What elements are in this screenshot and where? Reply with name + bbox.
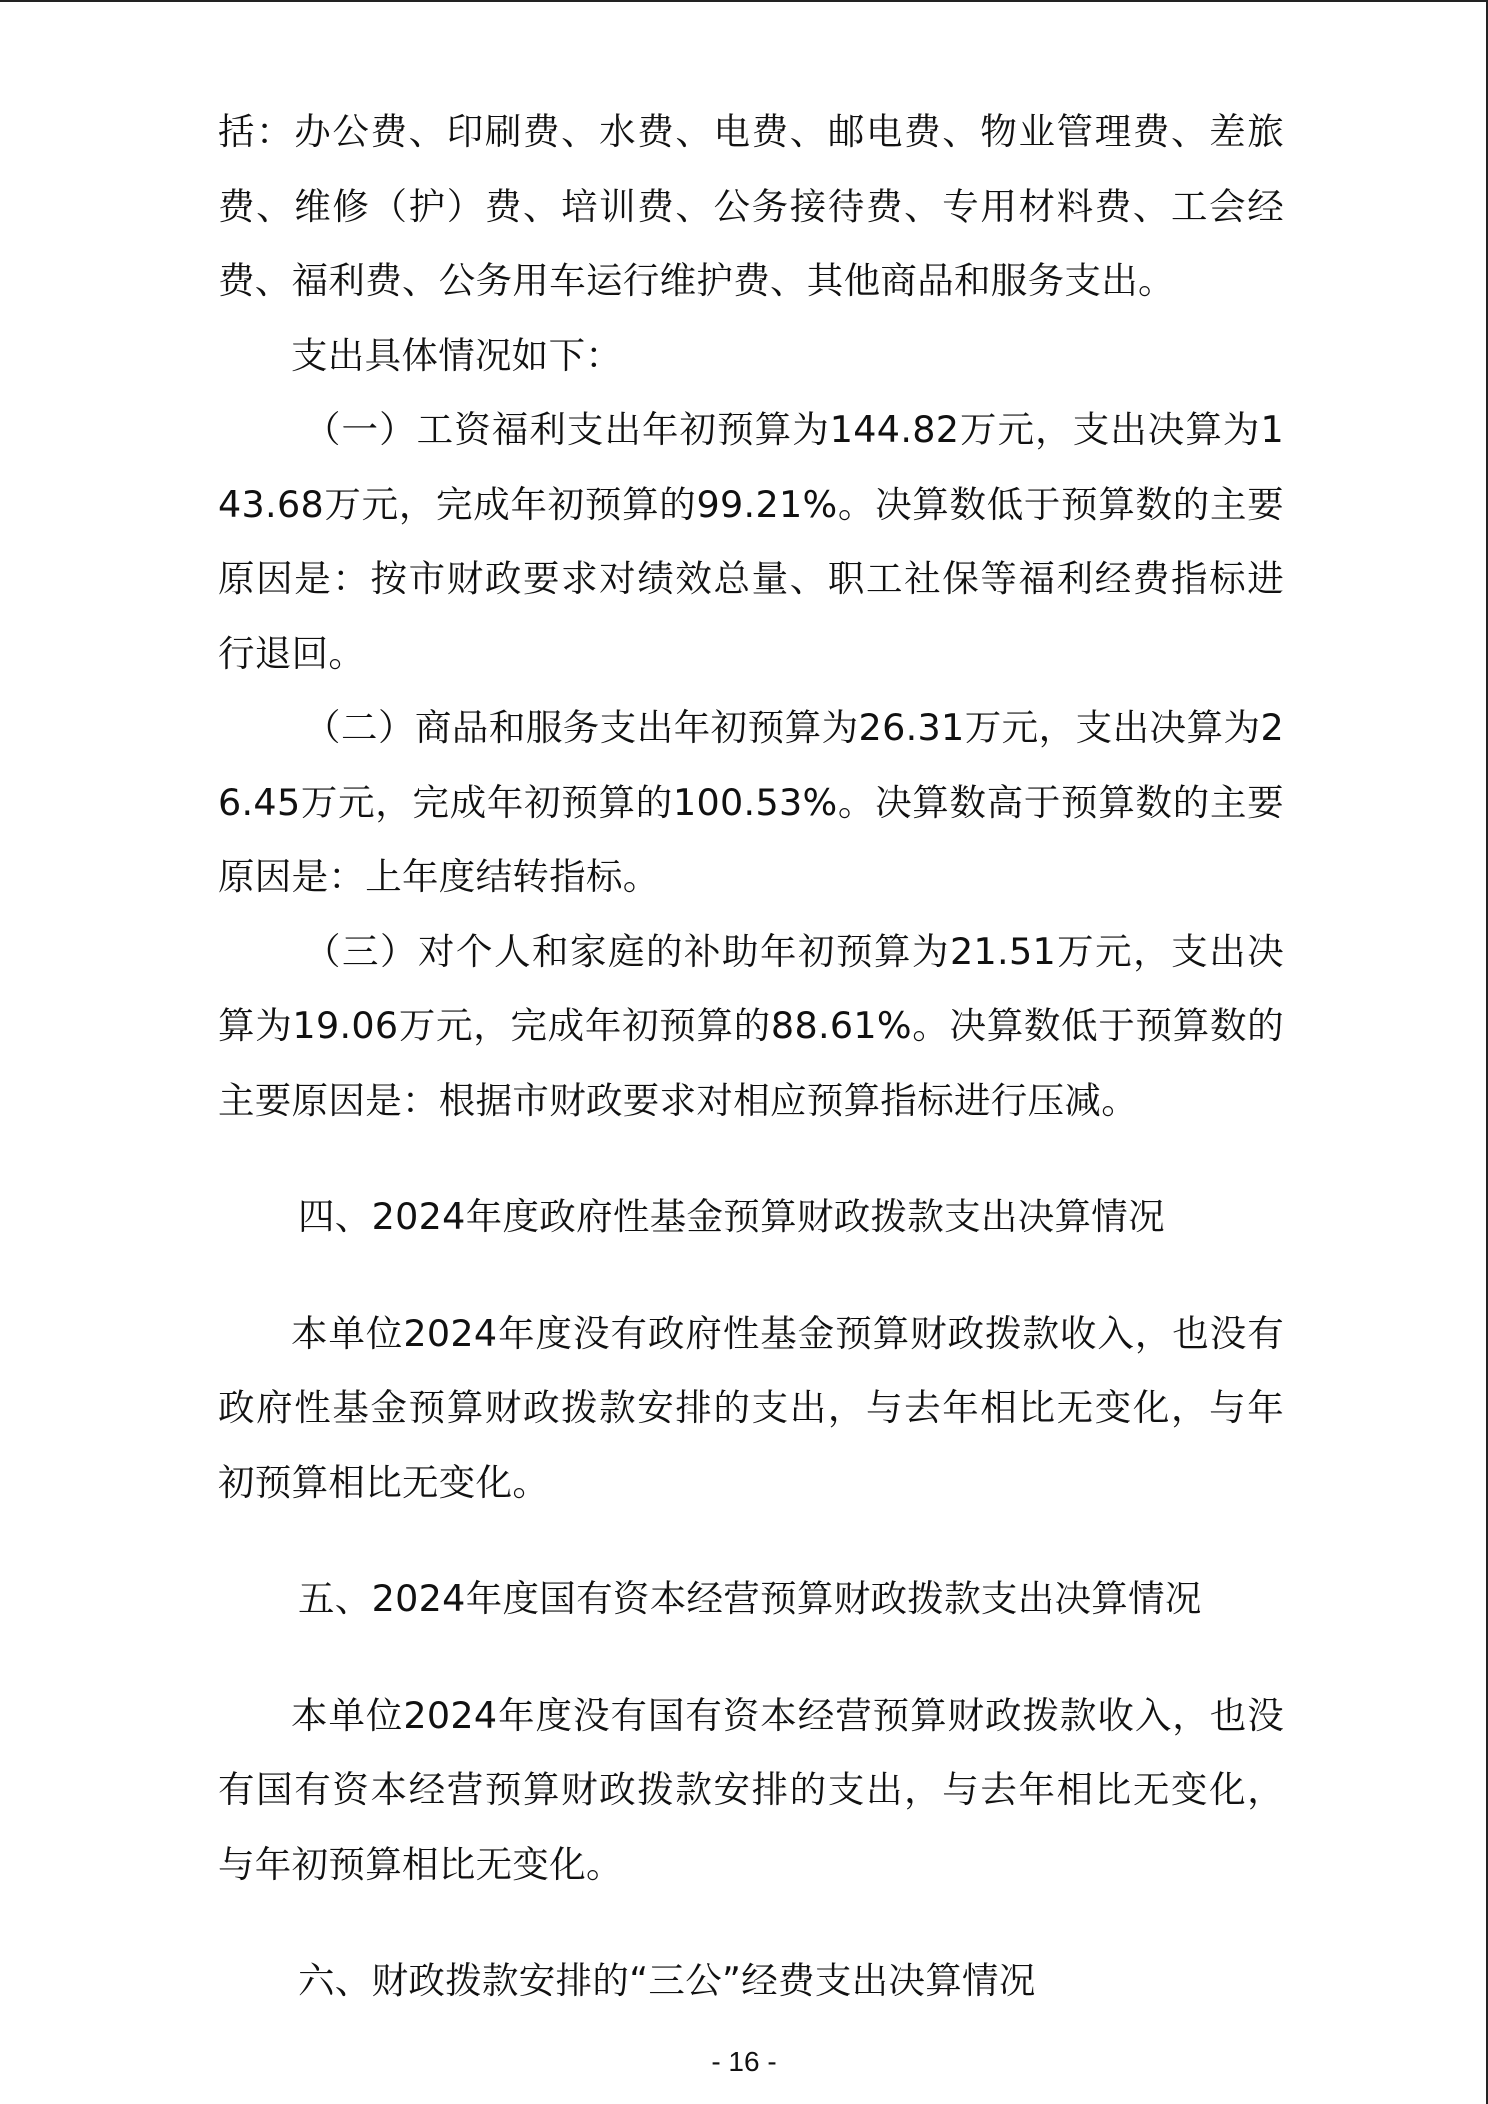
- paragraph-household-subsidy: （三）对个人和家庭的补助年初预算为21.51万元，支出决算为19.06万元，完成年初预算的88.61%。决算数低于预算数的主要原因是：根据市财政要求对相应预算指标进行压减。: [218, 929, 1284, 1122]
- paragraph-expense-items: 括：办公费、印刷费、水费、电费、邮电费、物业管理费、差旅费、维修（护）费、培训费、公务接待费、专用材料费、工会经费、福利费、公务用车运行维护费、其他商品和服务支出。: [218, 110, 1284, 302]
- section-heading-government-fund: 四、2024年度政府性基金预算财政拨款支出决算情况: [298, 1195, 1165, 1238]
- paragraph-expense-intro: 支出具体情况如下：: [291, 333, 623, 377]
- document-body: [218, 95, 1284, 2019]
- paragraph-state-capital: 本单位2024年度没有国有资本经营预算财政拨款收入，也没有国有资本经营预算财政拨款安排的支出，与去年相比无变化，与年初预算相比无变化。: [218, 1693, 1284, 1886]
- paragraph-government-fund: 本单位2024年度没有政府性基金预算财政拨款收入，也没有政府性基金预算财政拨款安排的支出，与去年相比无变化，与年初预算相比无变化。: [218, 1311, 1284, 1504]
- paragraph-wages-welfare: （一）工资福利支出年初预算为144.82万元，支出决算为143.68万元，完成年初预算的99.21%。决算数低于预算数的主要原因是：按市财政要求对绩效总量、职工社保等福利经费指标进行退回。: [218, 408, 1284, 675]
- page-number: - 16 -: [711, 2046, 777, 2077]
- section-heading-state-capital: 五、2024年度国有资本经营预算财政拨款支出决算情况: [298, 1577, 1202, 1620]
- section-heading-three-public-expenses: 六、财政拨款安排的“三公”经费支出决算情况: [298, 1959, 1036, 2002]
- paragraph-goods-services: （二）商品和服务支出年初预算为26.31万元，支出决算为26.45万元，完成年初预算的100.53%。决算数高于预算数的主要原因是：上年度结转指标。: [218, 706, 1284, 898]
